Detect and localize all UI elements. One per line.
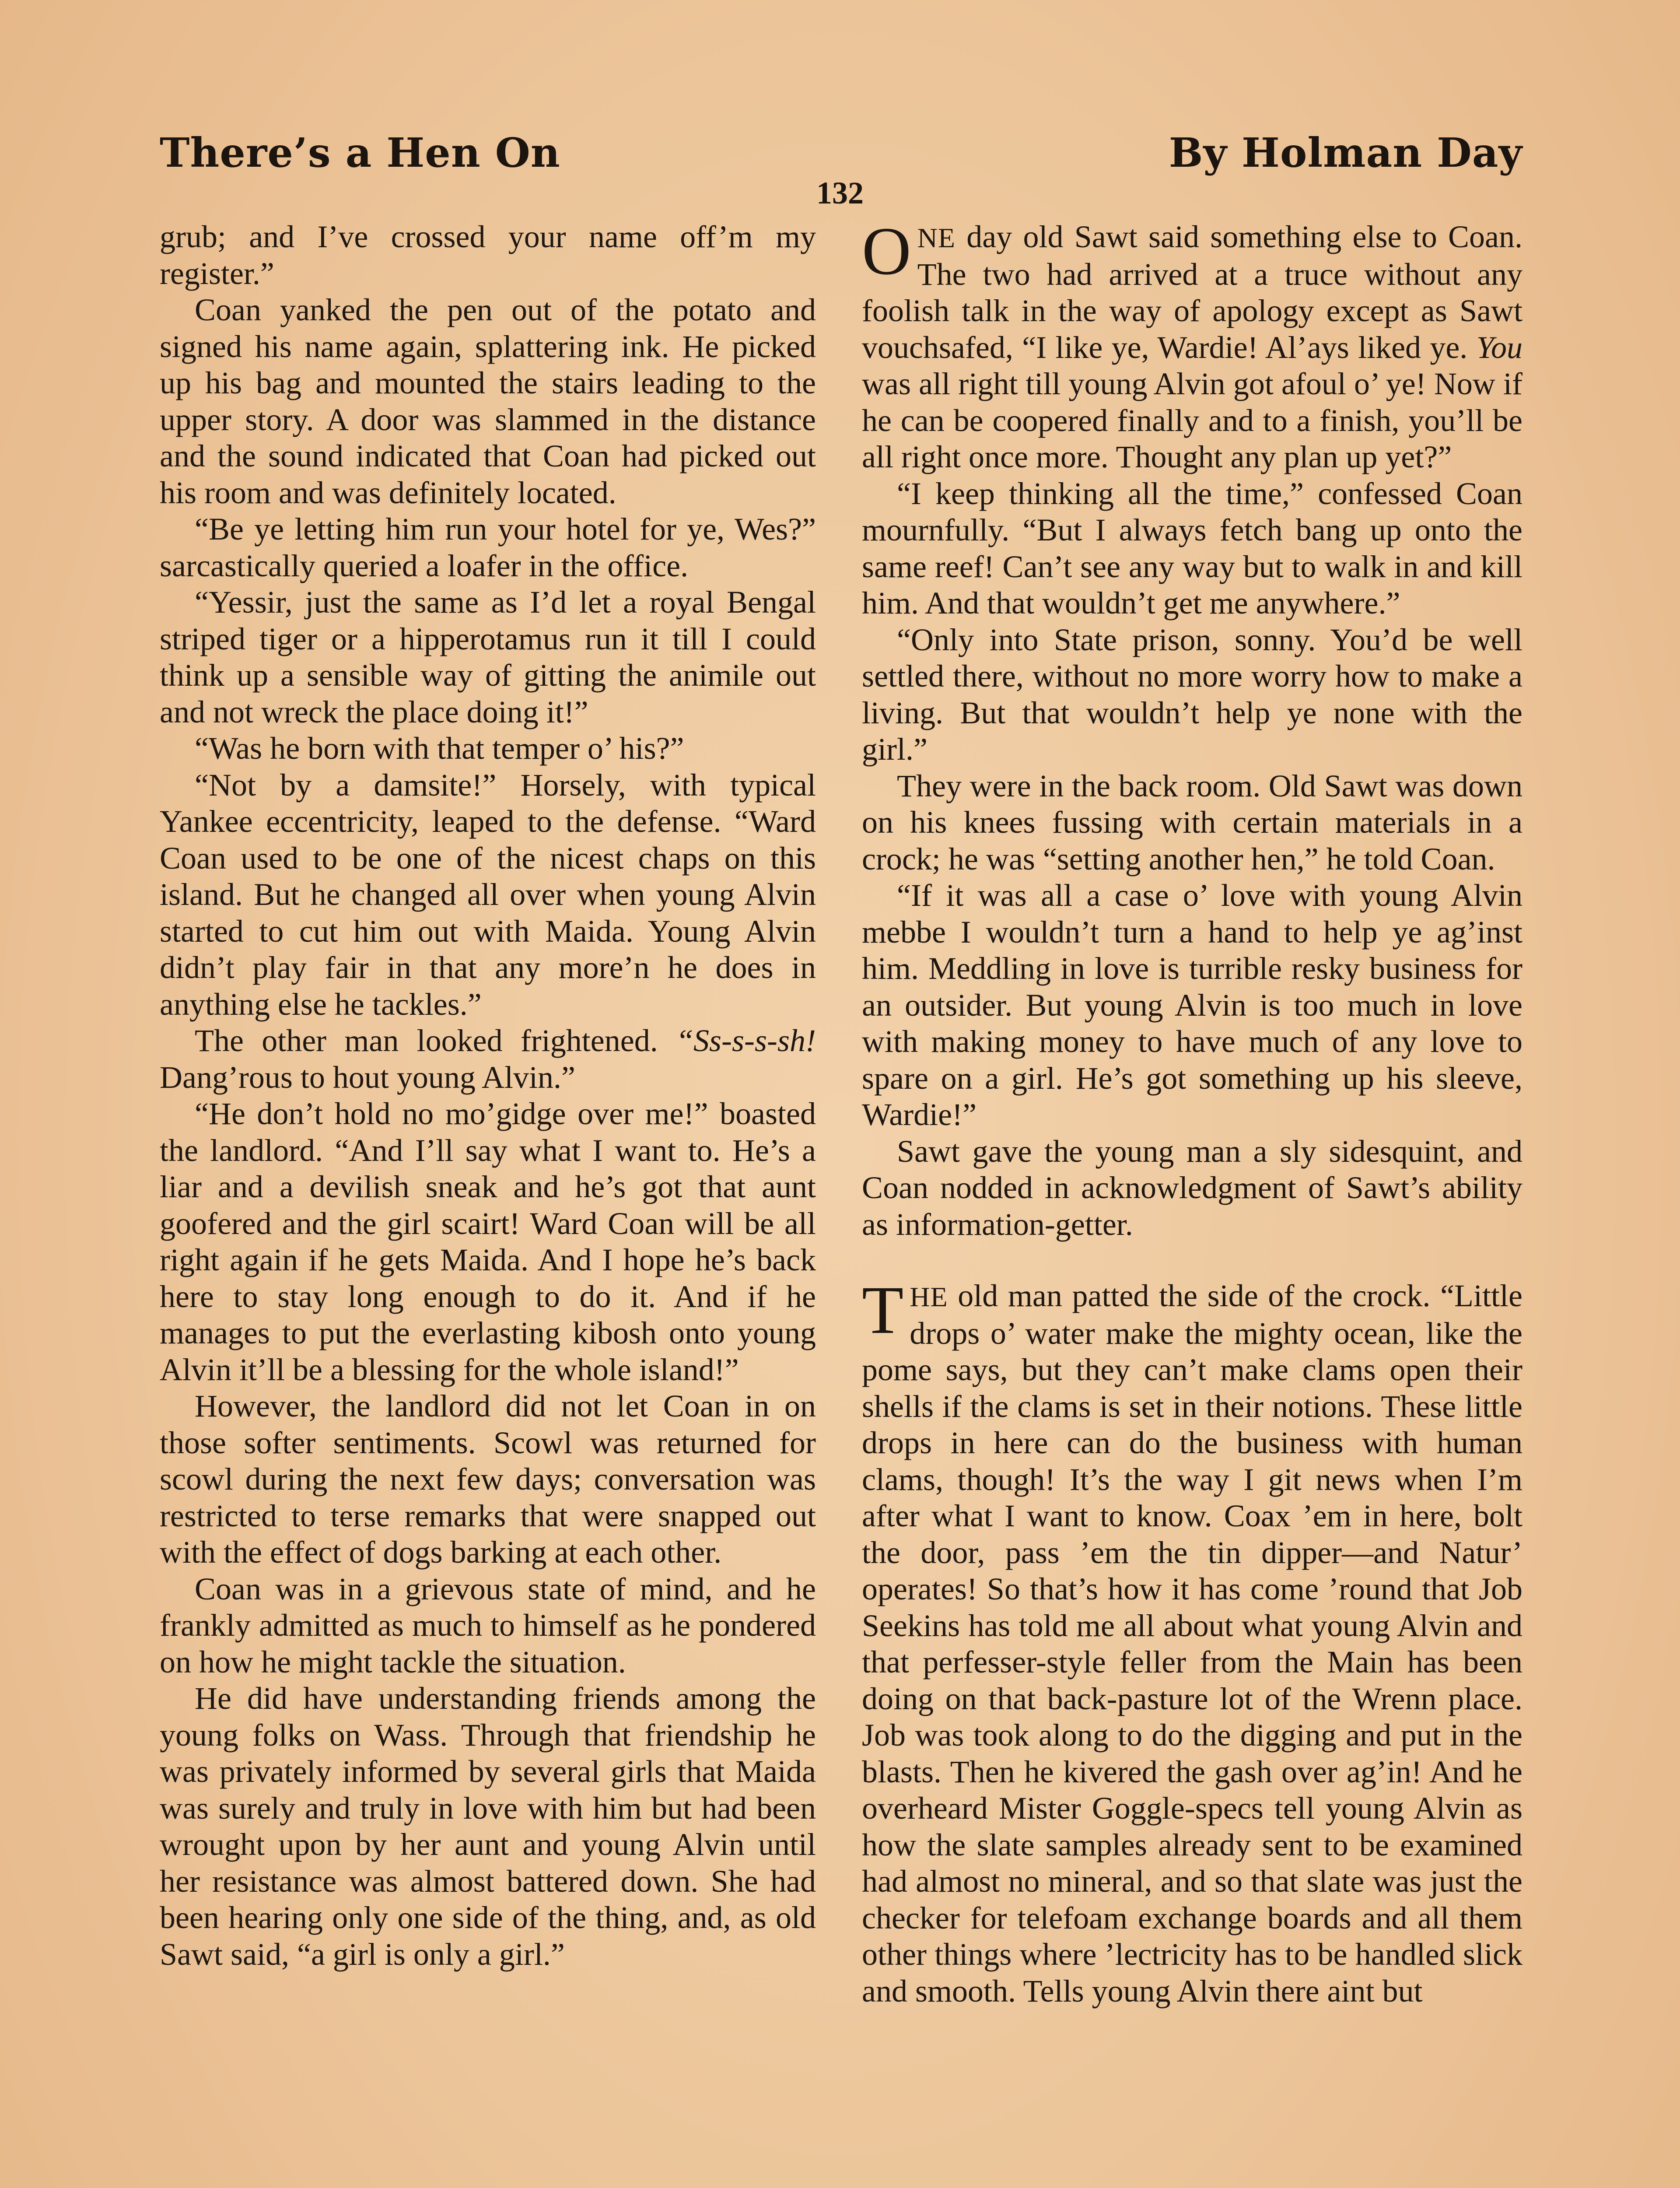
paragraph: “Be ye letting him run your hotel for ye, Wes?” sarcastically queried a loafer in the office. [160, 512, 816, 583]
paragraph-text: Dang’rous to hout young Alvin.” [160, 1059, 575, 1095]
paragraph: “Yessir, just the same as I’d let a royal Bengal striped tiger or a hipperotamus run it till I could think up a sensible way of gitting the animile out and not wreck the place doing it!” [160, 585, 816, 729]
running-author: By Holman Day [1169, 129, 1522, 176]
lead-in: HE [910, 1281, 948, 1312]
paragraph: “He don’t hold no mo’gidge over me!” boasted the landlord. “And I’ll say what I want to. He’s a liar and a devilish sneak and he’s got that aunt goofered and the girl scairt! Ward Coan will be all right again if he gets Maida. And I hope he’s back here to stay long enough to do it. And if he manages to put the everlasting kibosh onto young Alvin it’ll be a blessing for the whole island!” [160, 1096, 816, 1387]
paragraph: “Only into State prison, sonny. You’d be well settled there, without no more worry how to make a living. But that wouldn’t help ye none with the girl.” [862, 622, 1522, 767]
emphasis-text: You [1476, 330, 1523, 365]
lead-in: NE [917, 222, 956, 253]
drop-cap: O [862, 213, 911, 289]
left-column [160, 219, 816, 1973]
emphasis-text: “Ss-s-s-sh! [676, 1023, 816, 1058]
section-opening-paragraph [862, 1272, 1522, 2009]
paragraph: Sawt gave the young man a sly sidesquint, and Coan nodded in acknowledgment of Sawt’s ability as information-getter. [862, 1133, 1522, 1242]
paragraph: They were in the back room. Old Sawt was down on his knees fussing with certain materials in a crock; he was “setting another hen,” he told Coan. [862, 768, 1522, 877]
paragraph-text: The other man looked frightened. [195, 1023, 658, 1058]
running-title: There’s a Hen On [160, 129, 560, 176]
paragraph-text: day old Sawt said something else to Coan. The two had arrived at a truce without any foolish talk in the way of apology except as Sawt vouchsafed, “I like ye, Wardie! Al’ays liked ye. [862, 219, 1522, 365]
paragraph: Coan was in a grievous state of mind, and he frankly admitted as much to himself as he pondered on how he might tackle the situation. [160, 1571, 816, 1680]
paragraph: He did have understanding friends among the young folks on Wass. Through that friendship he was privately informed by several girls that Maida was surely and truly in love with him but had been wrought upon by her aunt and young Alvin until her resistance was almost battered down. She had been hearing only one side of the thing, and, as old Sawt said, “a girl is only a girl.” [160, 1681, 816, 1972]
paragraph: “If it was all a case o’ love with young Alvin mebbe I wouldn’t turn a hand to help ye ag’inst him. Meddling in love is turrible resky business for an outsider. But young Alvin is too much in love with making money to have much of any love to spare on a girl. He’s got something up his sleeve, Wardie!” [862, 878, 1522, 1132]
paragraph [160, 1023, 816, 1096]
drop-cap: T [862, 1272, 904, 1348]
paragraph-text: old man patted the side of the crock. “Little drops o’ water make the mighty ocean, like the pome says, but they can’t make clams open their shells if the clams is set in their notions. These little drops in here can do the business with human clams, though! It’s the way I git news when I’m after what I want to know. Coax ’em in here, bolt the door, pass ’em the tin dipper—and Natur’ operates! So that’s how it has come ’round that Job Seekins has told me all about what young Alvin and that perfesser-style feller from the Main has been doing on that back-pasture lot of the Wrenn place. Job was took along to do the digging and put in the blasts. Then he kivered the gash over ag’in! And he overheard Mister Goggle-specs tell young Alvin as how the slate samples already sent to be examined had almost no mineral, and so that slate was just the checker for telefoam exchange boards and all them other things where ’lectricity has to be handled slick and smooth. Tells young Alvin there aint but [862, 1278, 1522, 2009]
paragraph: Coan yanked the pen out of the potato and signed his name again, splattering ink. He picked up his bag and mounted the stairs leading to the upper story. A door was slammed in the distance and the sound indicated that Coan had picked out his room and was definitely located. [160, 292, 816, 510]
paragraph: grub; and I’ve crossed your name off’m my register.” [160, 219, 816, 291]
paragraph: However, the landlord did not let Coan in on those softer sentiments. Scowl was returned for scowl during the next few days; conversation was restricted to terse remarks that were snapped out with the effect of dogs barking at each other. [160, 1389, 816, 1570]
paragraph-text: was all right till young Alvin got afoul o’ ye! Now if he can be coopered finally and to a finish, you’ll be all right once more. Thought any plan up yet?” [862, 366, 1522, 474]
paragraph: “Was he born with that temper o’ his?” [195, 731, 684, 766]
page-number: 132 [816, 175, 864, 210]
right-column [862, 213, 1523, 2009]
paragraph: “I keep thinking all the time,” confessed Coan mournfully. “But I always fetch bang up onto the same reef! Can’t see any way but to walk in and kill him. And that wouldn’t get me anywhere.” [862, 476, 1522, 621]
section-opening-paragraph [862, 213, 1523, 476]
paragraph: “Not by a damsite!” Horsely, with typical Yankee eccentricity, leaped to the defense. “Ward Coan used to be one of the nicest chaps on this island. But he changed all over when young Alvin started to cut him out with Maida. Young Alvin didn’t play fair in that any more’n he does in anything else he tackles.” [160, 767, 816, 1022]
